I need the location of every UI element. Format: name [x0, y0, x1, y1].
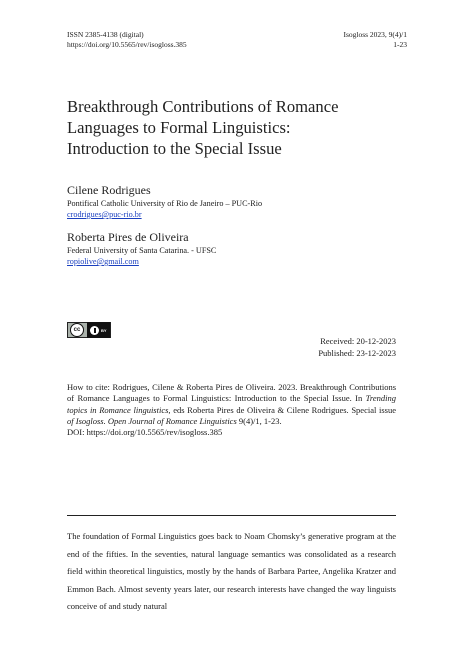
author-email-link[interactable]: crodrigues@puc-rio.br	[67, 210, 142, 219]
author-affiliation: Federal University of Santa Catarina. - UFSC	[67, 246, 217, 255]
how-to-cite: How to cite: Rodrigues, Cilene & Roberta Pires de Oliveira. 2023. Breakthrough Contributions of Romance Languages to Formal Linguistics: Introduction to the Special Issue. In Trending topics in Romance linguistics, eds Roberta Pires de Oliveira & Cilene Rodrigues. Special issue of Isogloss. Open Journal of Romance Linguistics 9(4)/1, 1-23. DOI: https://doi.org/10.5565/rev/isogloss.385	[67, 382, 396, 438]
received-date: Received: 20-12-2023	[320, 336, 396, 346]
cc-by-license-badge[interactable]	[67, 322, 111, 338]
journal-volume: Isogloss 2023, 9(4)/1	[343, 30, 407, 39]
by-label: BY	[101, 327, 107, 333]
section-divider	[67, 515, 396, 516]
body-paragraph: The foundation of Formal Linguistics goes back to Noam Chomsky’s generative program at the end of the fifties. In the seventies, natural language semantics was consolidated as a research field within theoretical linguistics, mostly by the hands of Barbara Partee, Angelika Kratzer and Emmon Bach. Almost seventy years later, our research interests have changed the way linguists conceive of and study natural	[67, 531, 396, 611]
author-name: Cilene Rodrigues	[67, 183, 151, 197]
author-email-link[interactable]: ropiolive@gmail.com	[67, 257, 139, 266]
cc-icon: cc	[70, 323, 84, 337]
author-name: Roberta Pires de Oliveira	[67, 230, 189, 244]
page-range: 1-23	[393, 40, 407, 49]
author-affiliation: Pontifical Catholic University of Rio de Janeiro – PUC-Rio	[67, 199, 263, 208]
attribution-icon	[90, 326, 99, 335]
header-doi: https://doi.org/10.5565/rev/isogloss.385	[67, 40, 187, 49]
publication-dates	[318, 336, 396, 359]
author-block-1	[67, 183, 262, 220]
running-header-right	[343, 30, 407, 50]
published-date: Published: 23-12-2023	[318, 347, 396, 358]
paper-title: Breakthrough Contributions of Romance Languages to Formal Linguistics: Introduction to the Special Issue	[67, 97, 339, 158]
author-block-2	[67, 230, 216, 267]
citation-doi[interactable]: DOI: https://doi.org/10.5565/rev/isogloss.385	[67, 427, 223, 438]
issn: ISSN 2385-4138 (digital)	[67, 30, 144, 39]
running-header-left	[67, 30, 187, 50]
